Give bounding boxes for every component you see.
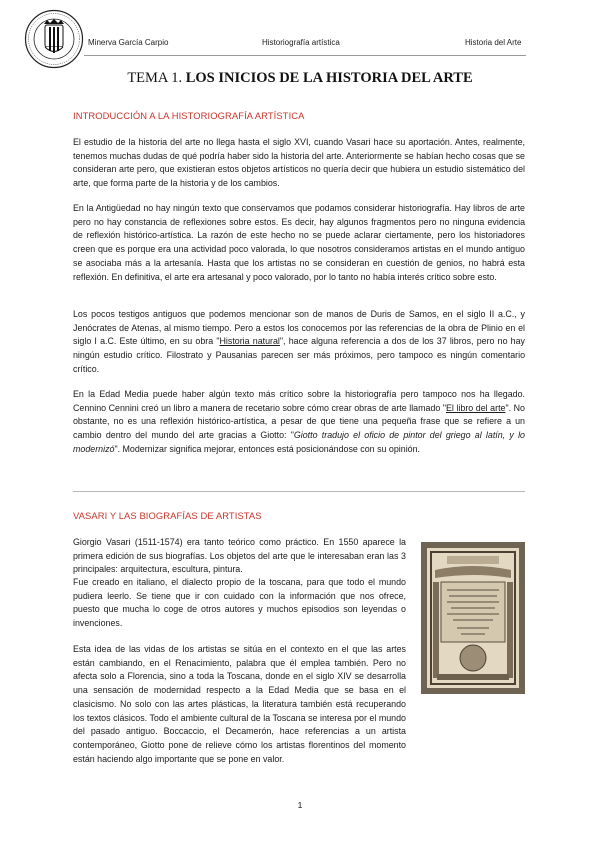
paragraph: Esta idea de las vidas de los artistas se sitúa en el contexto en el que las artes están cambiando, en el Renacimiento, palabra que él emplea también. Pero no afecta solo a Florencia, sino a toda la Toscana, donde en el siglo XIV se desarrolla una sensación de modernidad respecto a la Edad Media que se basa en el clasicismo. No solo con las artes plásticas, la literatura también está recuperando los textos clásicos. Todo el ambiente cultural de la Toscana se interesa por el mundo del pasado antiguo. Boccaccio, el Decamerón, hace referencias a un artista contemporáneo, Giotto pone de relieve cómo los artistas florentinos del momento están haciendo algo importante que se pone en valor. [73,644,406,764]
university-seal-logo [24,9,84,69]
header-author: Minerva García Carpio [88,38,169,47]
quote: Giotto tradujo el oficio de pintor del griego al latín, y lo modernizó [73,430,525,454]
vasari-frontispiece-image [421,542,525,694]
paragraph: Los pocos testigos antiguos que podemos mencionar son de manos de Duris de Samos, en el siglo II a.C., y Jenócrates de Atenas, al mismo tiempo. Pero a estos los conocemos por las referencias de la obra de Plinio en el siglo I a.C. Este último, en su obra "Historia natural", hace alguna referencia a dos de los 37 libros, pero no hay ningún estudio crítico. Filostrato y Pausanias parecen ser más próximos, pero tampoco es ningún comentario crítico. [73,309,525,374]
title-main: LOS INICIOS DE LA HISTORIA DEL ARTE [185,70,473,86]
engraving-icon [427,548,519,688]
link-el-libro-del-arte[interactable]: El libro del arte [446,402,506,413]
paragraph: Fue creado en italiano, el dialecto propio de la toscana, para que todo el mundo pudiera leerlo. Se tiene que ir con cuidado con la información que nos ofrece, puesto que mucha lo coge de otros autores y muchos episodios son leyendas o invenciones. [73,577,406,629]
section-heading-intro: INTRODUCCIÓN A LA HISTORIOGRAFÍA ARTÍSTICA [73,110,305,121]
section-divider [73,491,525,492]
paragraph: En la Antigüedad no hay ningún texto que conservamos que podamos considerar historiografía. Hay libros de arte pero no hay constancia de reflexiones sobre estos. Es decir, hay algunos fragmentos pero no ninguna evidencia de reflexión histórico-artística. La razón de este hecho no se puede aclarar ciertamente, pero los historiadores creen que es porque era una actividad poco valorada, lo que nosotros consideramos artistas en el mundo antiguo se asociaba más a la artesanía. Hasta que los artistas no se consideran en cuestión de genios, no habrá esta reflexión. En definitiva, el arte era artesanal y poco valorado, por lo tanto no había interés crítico sobre esto. [73,203,525,282]
header-divider [84,55,526,56]
page-number: 1 [297,800,303,810]
header-course: Historia del Arte [465,38,522,47]
link-historia-natural[interactable]: Historia natural [219,336,280,347]
paragraph: El estudio de la historia del arte no llega hasta el siglo XVI, cuando Vasari hace su aportación. Antes, realmente, tenemos muchas dudas de qué podría haber sido la historia del arte. Anteriormente se habían hecho cosas que se consideran arte pero, que existieran estos objetos artísticos no quería decir que hubiera un estudio sistemático del arte, que forma parte de la historia y de los cambios. [73,137,525,189]
header-subject: Historiografía artística [262,38,340,47]
title-prefix: TEMA 1. [127,70,186,86]
paragraph: En la Edad Media puede haber algún texto más crítico sobre la historiografía pero tampoco nos ha llegado. Cennino Cennini creó un libro a manera de recetario sobre cómo crear obras de arte llamado "El libro del arte". No obstante, no es una reflexión histórico-artística, a pesar de que tiene una pequeña frase que se refiere a un cambio dentro del mundo del arte gracias a Giotto: "Giotto tradujo el oficio de pintor del griego al latín, y lo modernizó". Modernizar significa mejorar, entonces está posicionándose con su opinión. [73,389,525,454]
page-title [70,70,530,87]
section-heading-vasari: VASARI Y LAS BIOGRAFÍAS DE ARTISTAS [73,510,262,521]
paragraph: Giorgio Vasari (1511-1574) era tanto teórico como práctico. En 1550 aparece la primera edición de sus biografías. Los objetos del arte que le interesaban eran las 3 principales: arquitectura, escultura, pintura. [73,537,406,575]
